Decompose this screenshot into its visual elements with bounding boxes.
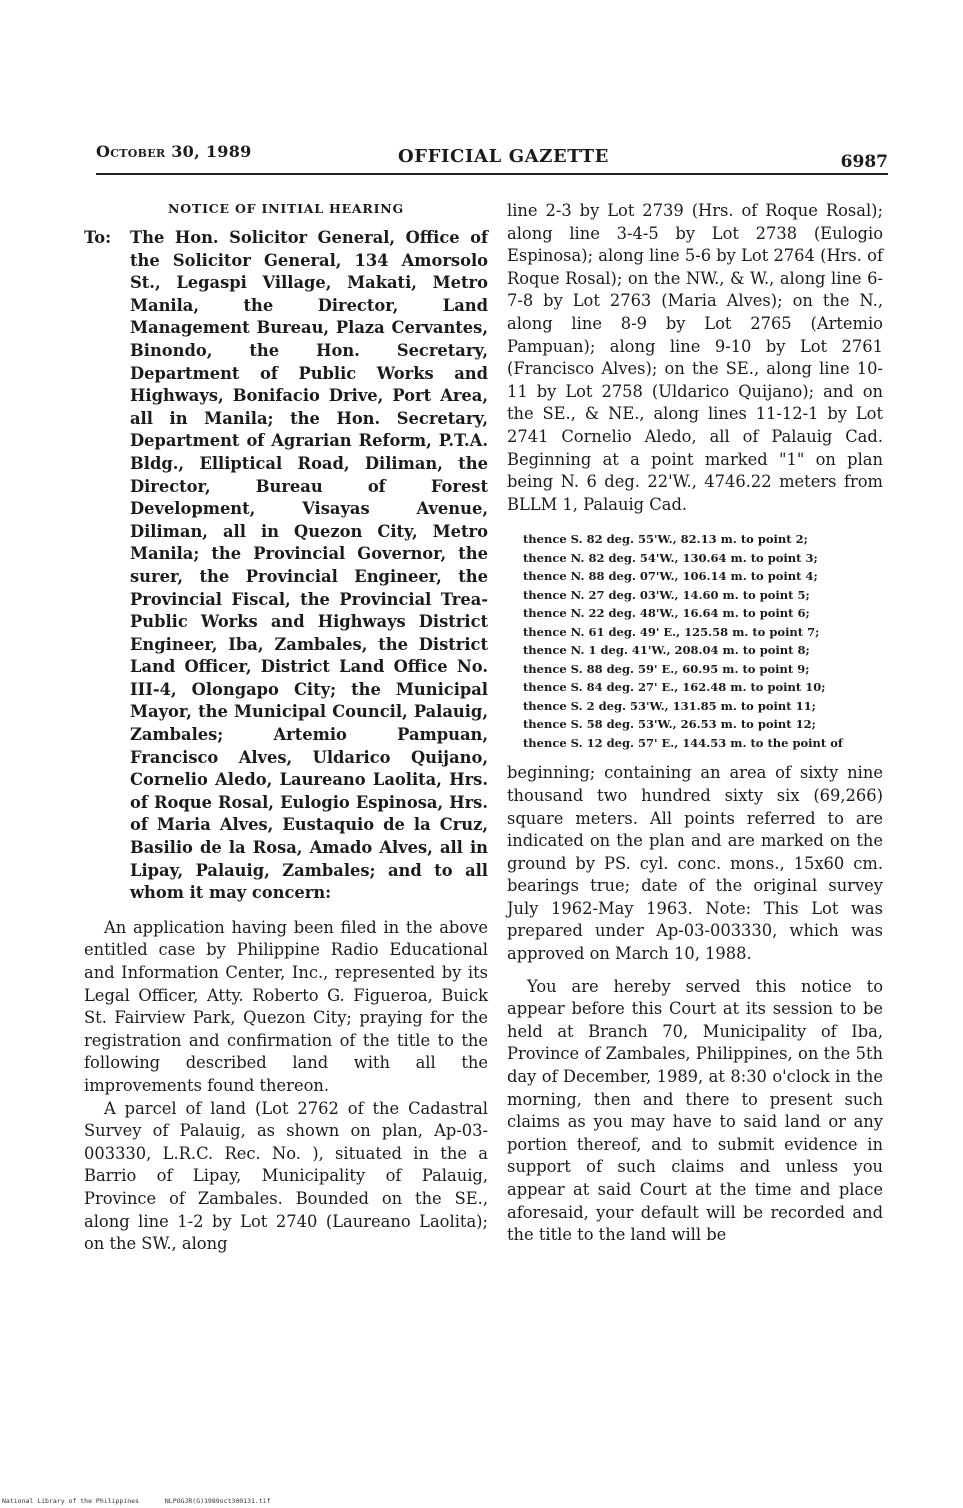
notice-heading: NOTICE OF INITIAL HEARING (168, 201, 404, 216)
application-paragraph: An application having been filed in the above entitled case by Philippine Radio Educational and Information Center, Inc., represented by its Legal Officer, Atty. Roberto G. Figueroa, Buick St. Fairview Park, Quezon City; praying for the registration and confirmation of the title to the following described land with all the improvements found thereon. (84, 917, 488, 1095)
addressee-block (84, 227, 488, 905)
bearing-row: thence S. 84 deg. 27' E., 162.48 m. to point 10; (523, 680, 826, 695)
bearing-row: thence S. 88 deg. 59' E., 60.95 m. to point 9; (523, 661, 810, 676)
bearing-row: thence N. 27 deg. 03'W., 14.60 m. to point 5; (523, 587, 810, 602)
bearing-row: thence S. 2 deg. 53'W., 131.85 m. to point 11; (523, 698, 816, 713)
scan-footer (2, 1497, 293, 1505)
page-number: 6987 (840, 152, 888, 172)
boundaries-paragraph: line 2-3 by Lot 2739 (Hrs. of Roque Rosal); along line 3-4-5 by Lot 2738 (Eulogio Espinosa); along line 5-6 by Lot 2764 (Hrs. of Roque Rosal); on the NW., & W., along line 6-7-8 by Lot 2763 (Maria Alves); on the N., along line 8-9 by Lot 2765 (Artemio Pampuan); along line 9-10 by Lot 2761 (Francisco Alves); on the SE., along line 10-11 by Lot 2758 (Uldarico Quijano); and on the SE., & NE., along lines 11-12-1 by Lot 2741 Cornelio Aledo, all of Palauig Cad. Beginning at a point marked "1" on plan being N. 6 deg. 22'W., 4746.22 meters from BLLM 1, Palauig Cad. (507, 201, 883, 514)
bearing-row: thence S. 82 deg. 55'W., 82.13 m. to point 2; (523, 532, 808, 547)
bearing-row: thence N. 88 deg. 07'W., 106.14 m. to point 4; (523, 569, 818, 584)
library-credit: National Library of the Philippines (2, 1497, 139, 1505)
issue-date: October 30, 1989 (96, 142, 252, 161)
bearing-row: thence S. 12 deg. 57' E., 144.53 m. to the point of (523, 735, 843, 750)
notice-paragraph: You are hereby served this notice to appear before this Court at its session to be held at Branch 70, Municipality of Iba, Province of Zambales, Philippines, on the 5th day of December, 1989, at 8:30 o'clock in the morning, then and there to present such claims as you may have to said land or any portion thereof, and to submit evidence in support of such claims and unless you appear at said Court at the time and place aforesaid, your default will be recorded and the title to the land will be (507, 976, 883, 1245)
publication-title: OFFICIAL GAZETTE (398, 146, 609, 167)
to-label: To: (84, 228, 112, 247)
bearing-row: thence N. 61 deg. 49' E., 125.58 m. to point 7; (523, 624, 820, 639)
parcel-paragraph: A parcel of land (Lot 2762 of the Cadastral Survey of Palauig, as shown on plan, Ap-03-003330, L.R.C. Rec. No. ), situated in the a Barrio of Lipay, Municipality of Palauig, Province of Zambales. Bounded on the SE., along line 1-2 by Lot 2740 (Laureano Laolita); on the SW., along (84, 1098, 488, 1254)
bearing-row: thence N. 1 deg. 41'W., 208.04 m. to point 8; (523, 643, 810, 658)
scan-file-id: NLPOGJR(G)1989oct300131.tif (164, 1497, 271, 1505)
header-rule (96, 173, 888, 175)
page-header (96, 142, 888, 172)
bearing-row: thence N. 22 deg. 48'W., 16.64 m. to point 6; (523, 606, 810, 621)
bearing-table (523, 530, 883, 752)
bearing-row: thence S. 58 deg. 53'W., 26.53 m. to point 12; (523, 717, 816, 732)
left-column (84, 200, 488, 1256)
bearing-row: thence N. 82 deg. 54'W., 130.64 m. to point 3; (523, 550, 818, 565)
right-column (507, 200, 883, 1247)
area-paragraph: beginning; containing an area of sixty nine thousand two hundred sixty six (69,266) square meters. All points referred to are indicated on the plan and are marked on the ground by PS. cyl. conc. mons., 15x60 cm. bearings true; date of the original survey July 1962-May 1963. Note: This Lot was prepared under Ap-03-003330, which was approved on March 10, 1988. (507, 763, 883, 964)
addressee-list: The Hon. Solicitor General, Office of the Solicitor General, 134 Amorsolo St., Legaspi Village, Makati, Metro Manila, the Director, Land Management Bureau, Plaza Cervantes, Binondo, the Hon. Secretary, Department of Public Works and Highways, Bonifacio Drive, Port Area, all in Manila; the Hon. Secretary, Department of Agrarian Reform, P.T.A. Bldg., Elliptical Road, Diliman, the Director, Bureau of Forest Development, Visayas Avenue, Diliman, all in Quezon City, Metro Manila; the Provincial Governor, the surer, the Provincial Engineer, the Provincial Fiscal, the Provincial Trea- Public Works and Highways District Engineer, Iba, Zambales, the District Land Officer, District Land Office No. III-4, Olongapo City; the Municipal Mayor, the Municipal Council, Palauig, Zambales; Artemio Pampuan, Francisco Alves, Uldarico Quijano, Cornelio Aledo, Laureano Laolita, Hrs. of Roque Rosal, Eulogio Espinosa, Hrs. of Maria Alves, Eustaquio de la Cruz, Basilio de la Rosa, Amado Alves, all in Lipay, Palauig, Zambales; and to all whom it may concern: (130, 228, 488, 903)
